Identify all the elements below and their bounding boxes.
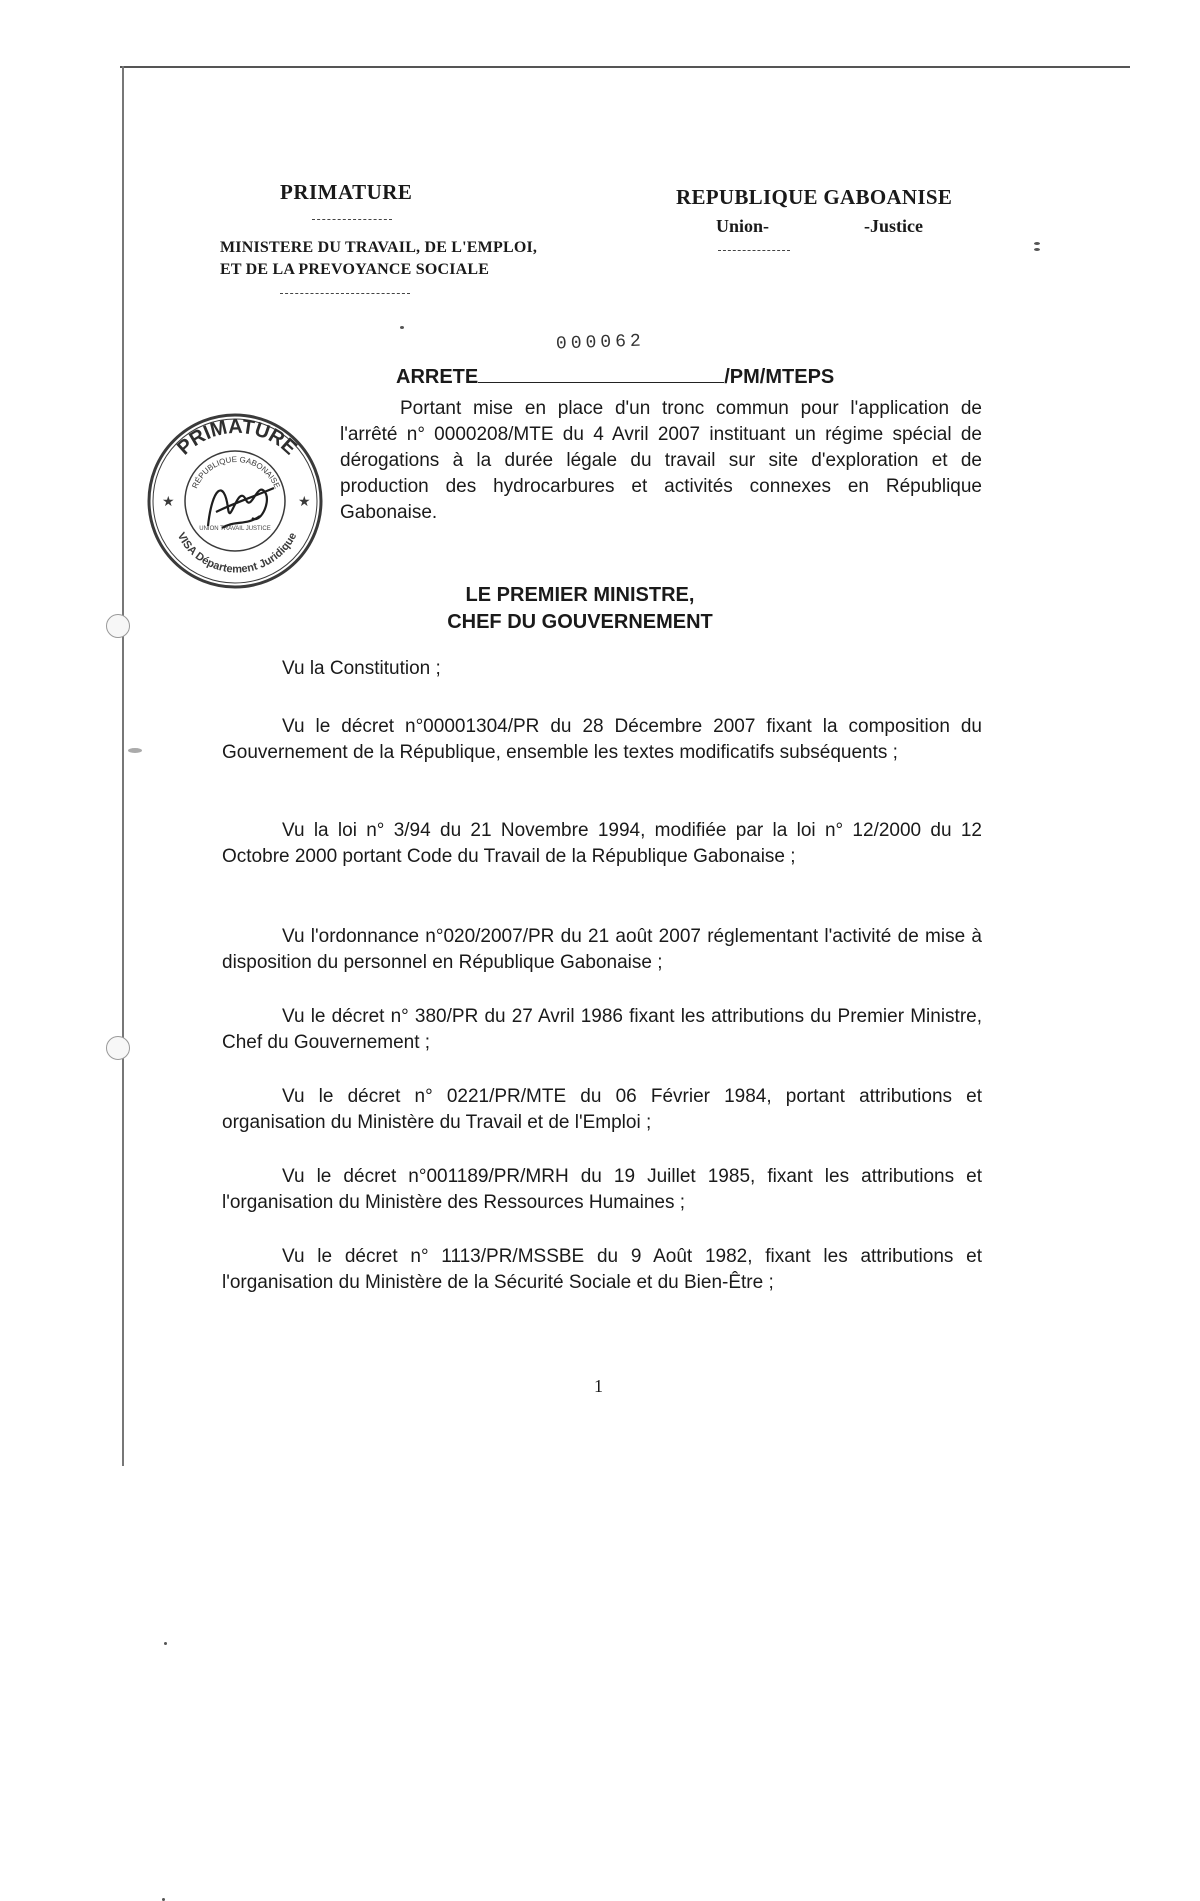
visa-paragraph: Vu la Constitution ; bbox=[282, 658, 441, 679]
page-number: 1 bbox=[594, 1376, 603, 1396]
punch-hole bbox=[106, 614, 130, 638]
stamp-star-icon: ★ bbox=[298, 493, 311, 509]
visa-paragraph: Vu le décret n°001189/PR/MRH du 19 Juillet 1985, fixant les attributions et l'organisation du Ministère des Ressources Humaines ; bbox=[222, 1166, 982, 1213]
visa-paragraph: Vu le décret n° 0221/PR/MTE du 06 Février 1984, portant attributions et organisation du Ministère du Travail et de l'Emploi ; bbox=[222, 1086, 982, 1133]
header-divider bbox=[718, 250, 790, 251]
primature-visa-stamp bbox=[142, 408, 328, 594]
scan-speck bbox=[400, 326, 404, 329]
prime-minister-title bbox=[440, 582, 720, 636]
stamp-bottom-text: VISA Département Juridique bbox=[174, 530, 300, 576]
ministry-heading bbox=[220, 237, 537, 281]
ministry-line-2: ET DE LA PREVOYANCE SOCIALE bbox=[220, 261, 490, 278]
arrete-suffix: /PM/MTEPS bbox=[724, 366, 835, 388]
arrete-title bbox=[396, 364, 834, 389]
registration-number: 000062 bbox=[555, 331, 646, 355]
scan-speck bbox=[1034, 248, 1040, 251]
motto-union: Union- bbox=[716, 216, 770, 236]
svg-text:RÉPUBLIQUE GABONAISE bbox=[190, 455, 281, 490]
stamp-motto: UNION TRAVAIL JUSTICE bbox=[199, 526, 271, 532]
visa-paragraph: Vu l'ordonnance n°020/2007/PR du 21 août 2007 réglementant l'activité de mise à disposition du personnel en République Gabonaise ; bbox=[222, 926, 982, 973]
left-margin-line bbox=[122, 66, 124, 1466]
arrete-label: ARRETE bbox=[396, 366, 479, 388]
scan-speck bbox=[128, 748, 142, 753]
republic-heading: REPUBLIQUE GABOANISE bbox=[676, 185, 953, 209]
visa-paragraph: Vu la loi n° 3/94 du 21 Novembre 1994, modifiée par la loi n° 12/2000 du 12 Octobre 2000 portant Code du Travail de la République Gabonaise ; bbox=[222, 820, 982, 867]
primature-heading: PRIMATURE bbox=[280, 180, 413, 204]
motto-justice: -Justice bbox=[864, 216, 923, 236]
punch-hole bbox=[106, 1036, 130, 1060]
arrete-number-blank bbox=[478, 364, 724, 383]
top-border-line bbox=[120, 66, 1130, 68]
arrete-object: Portant mise en place d'un tronc commun pour l'application de l'arrêté n° 0000208/MTE du 4 Avril 2007 instituant un régime spécial de dérogations à la durée légale du travail sur site d'exploration et de production des hydrocarbures et activités connexes en République Gabonaise. bbox=[340, 398, 982, 523]
ministry-line-1: MINISTERE DU TRAVAIL, DE L'EMPLOI, bbox=[220, 239, 538, 256]
stamp-top-text: PRIMATURE bbox=[173, 415, 301, 460]
signature-scribble bbox=[208, 488, 274, 528]
header-divider bbox=[312, 219, 392, 220]
prime-minister-line-2: CHEF DU GOUVERNEMENT bbox=[447, 611, 713, 633]
header-divider bbox=[280, 293, 410, 294]
visa-paragraph: Vu le décret n° 1113/PR/MSSBE du 9 Août 1982, fixant les attributions et l'organisation du Ministère de la Sécurité Sociale et du Bien-Être ; bbox=[222, 1246, 982, 1293]
svg-text:PRIMATURE bbox=[173, 416, 301, 460]
visa-paragraph: Vu le décret n° 380/PR du 27 Avril 1986 fixant les attributions du Premier Ministre, Chef du Gouvernement ; bbox=[222, 1006, 982, 1053]
prime-minister-line-1: LE PREMIER MINISTRE, bbox=[465, 584, 695, 606]
stamp-inner-text: RÉPUBLIQUE GABONAISE bbox=[190, 454, 282, 490]
stamp-star-icon: ★ bbox=[162, 493, 175, 509]
visa-paragraph: Vu le décret n°00001304/PR du 28 Décembre 2007 fixant la composition du Gouvernement de la République, ensemble les textes modificatifs subséquents ; bbox=[222, 716, 982, 763]
scan-speck bbox=[164, 1642, 167, 1645]
scan-speck bbox=[1034, 242, 1040, 245]
